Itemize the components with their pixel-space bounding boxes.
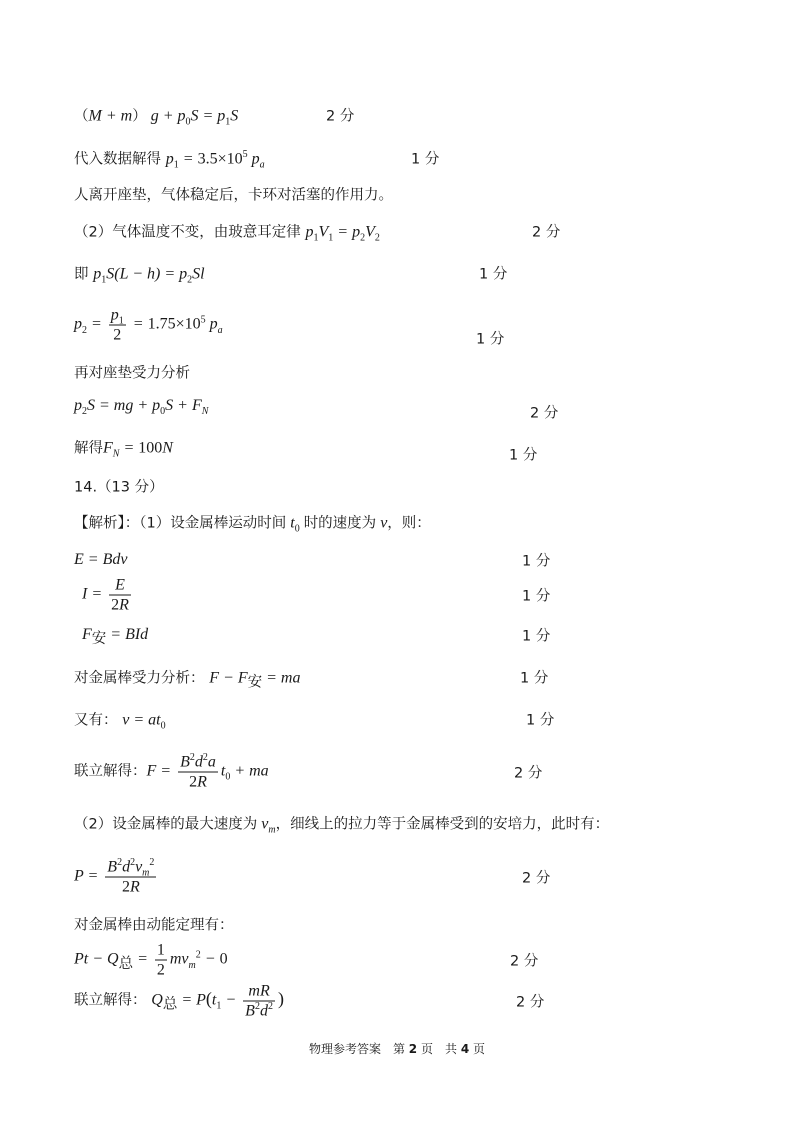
answer-line	[0, 904, 794, 944]
equation: $F_安$ = BId	[82, 626, 149, 648]
line-text: 又有：	[74, 712, 118, 729]
line-text: 再对座垫受力分析	[74, 365, 190, 382]
answer-line	[0, 699, 794, 739]
score: 2 分	[516, 994, 545, 1011]
answer-line	[0, 752, 794, 792]
question-heading: 14.（13 分）	[74, 479, 164, 496]
answer-line	[0, 211, 794, 251]
line-text: 即	[74, 266, 89, 283]
score: 2 分	[532, 224, 561, 241]
score: 1 分	[411, 151, 440, 168]
score: 2 分	[510, 953, 539, 970]
equation: F = $\frac{B^2d^2a}{2R}$ $t_0$ + ma	[146, 752, 269, 791]
score: 2 分	[530, 405, 559, 422]
equation: $Pt - Q_总$ = $\frac{1}{2}$ $mv_m^2 - 0$	[74, 941, 228, 979]
line-text: （2）气体温度不变，由玻意耳定律	[74, 224, 301, 241]
score: 1 分	[520, 670, 549, 687]
line-text: 联立解得：	[74, 763, 147, 780]
score: 2 分	[522, 870, 551, 887]
answer-line	[0, 174, 794, 214]
equation: $F - F_安$ = ma	[209, 669, 301, 691]
line-text: 对金属棒由动能定理有：	[74, 917, 234, 934]
answer-line	[0, 981, 794, 1021]
score: 1 分	[522, 628, 551, 645]
equation: （M + m） $g + p_0S = p_1S$	[74, 107, 239, 128]
score: 1 分	[509, 447, 538, 464]
score: 2 分	[514, 765, 543, 782]
line-text: 解得	[74, 440, 103, 457]
line-text: （2）设金属棒的最大速度为	[74, 816, 258, 833]
score: 1 分	[476, 331, 505, 348]
answer-line	[0, 466, 794, 506]
line-text: 对金属棒受力分析：	[74, 670, 205, 687]
answer-line	[0, 940, 794, 980]
equation: E = Bdv	[74, 551, 128, 568]
page-number: 2	[408, 1042, 418, 1056]
score: 1 分	[522, 553, 551, 570]
line-text: ，细线上的拉力等于金属棒受到的安培力，此时有：	[275, 816, 610, 833]
answer-line: （2）设金属棒的最大速度为 $v_m$，细线上的拉力等于金属棒受到的安培力，此时有：	[74, 815, 610, 836]
equation: $Q_总 = P(t_1$ − $\frac{mR}{B^2d^2}$ )	[151, 982, 284, 1020]
answer-line	[0, 657, 794, 697]
line-text: ，则：	[387, 515, 431, 532]
equation: $p_2S$ = mg + $p_0S + F_N$	[74, 397, 209, 418]
answer-line	[0, 95, 794, 135]
footer-suffix: 页	[473, 1042, 486, 1056]
score: 1 分	[479, 266, 508, 283]
equation: $p_1S(L - h) = p_2Sl$	[93, 265, 205, 286]
page-total: 4	[460, 1042, 470, 1056]
answer-line	[0, 575, 794, 615]
equation: I = $\frac{E}{2R}$	[82, 576, 129, 614]
line-text: 时的速度为	[303, 515, 377, 532]
answer-line	[0, 857, 794, 897]
line-text: 【解析】：（1）设金属棒运动时间	[74, 515, 287, 532]
page-footer	[0, 1040, 794, 1057]
answer-line	[0, 253, 794, 293]
answer-line	[0, 392, 794, 432]
line-text: 代入数据解得	[74, 151, 161, 168]
answer-line	[0, 540, 794, 580]
line-text: 人离开座垫，气体稳定后，卡环对活塞的作用力。	[74, 187, 393, 204]
equation: $F_N = 100N$	[103, 439, 173, 460]
equation: $v = at_0$	[122, 711, 166, 732]
equation: P = $\frac{B^2d^2v_m^2}{2R}$	[74, 857, 155, 896]
footer-middle: 页 共	[420, 1042, 457, 1056]
score: 1 分	[522, 588, 551, 605]
line-text: 联立解得：	[74, 992, 147, 1009]
equation: $p_1V_1 = p_2V_2$	[305, 223, 380, 244]
answer-line	[0, 615, 794, 655]
answer-line: 【解析】：（1）设金属棒运动时间 $t_0$ 时的速度为 v，则：	[74, 514, 431, 535]
answer-line	[0, 138, 794, 178]
score: 1 分	[526, 712, 555, 729]
score: 2 分	[326, 108, 355, 125]
footer-prefix: 物理参考答案 第	[308, 1042, 405, 1056]
equation: $p_2$ = $\frac{p_1}{2}$ = $1.75\times 10^5$ $p_a$	[74, 306, 223, 344]
equation: $p_1 = 3.5\times 10^5$ $p_a$	[165, 149, 265, 171]
